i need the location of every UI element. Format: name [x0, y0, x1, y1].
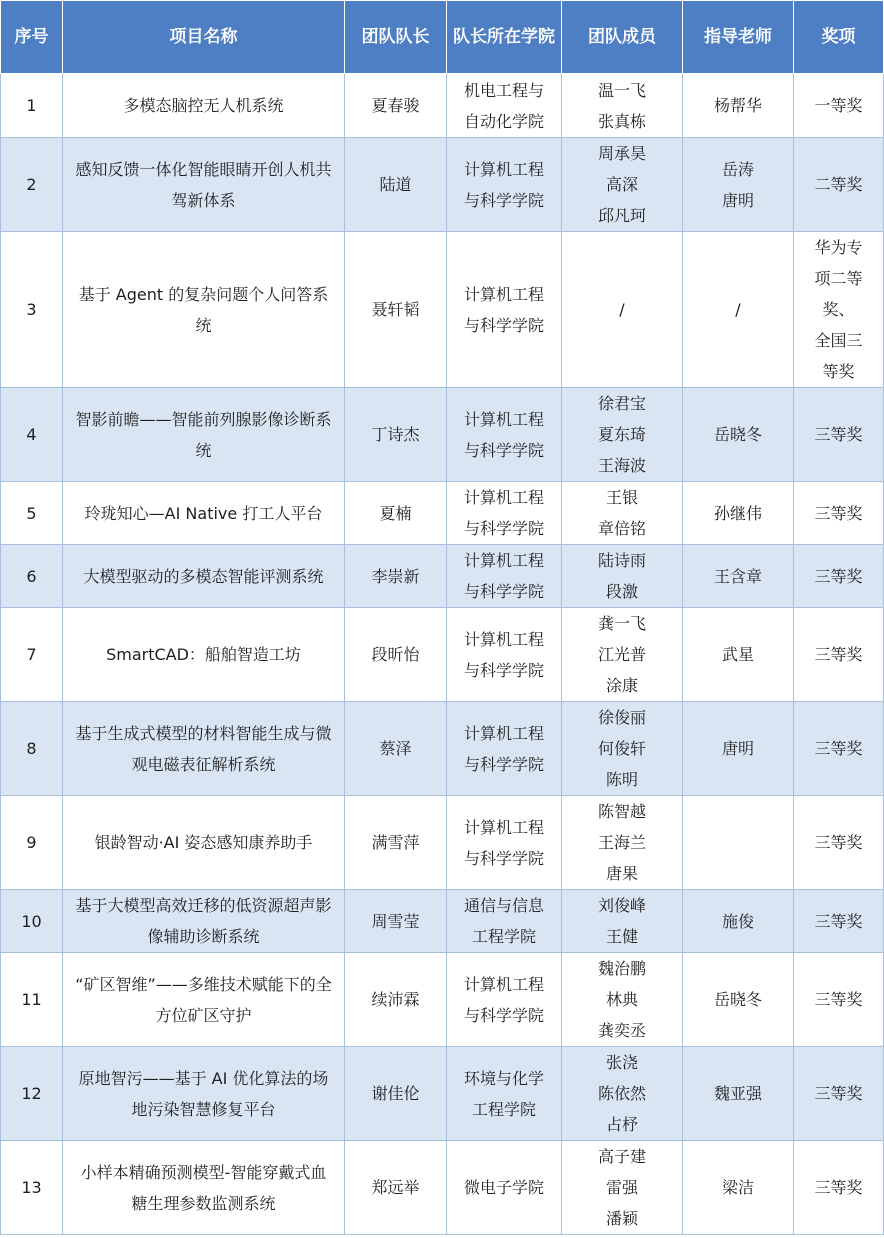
table-row — [1, 890, 884, 953]
team-member: 王健 — [605, 927, 638, 946]
table-row — [1, 1047, 884, 1141]
project-name: 银龄智动·AI 姿态感知康养助手 — [94, 833, 313, 852]
leader-college-cell — [447, 482, 562, 545]
team-member: 陆诗雨 — [597, 551, 646, 570]
project-name-cell — [63, 953, 345, 1047]
team-member: 王银 — [605, 488, 638, 507]
project-name-cell — [63, 74, 345, 138]
award-cell — [794, 608, 884, 702]
leader-college: 计算机工程 — [463, 629, 544, 649]
team-member-cell — [562, 1047, 683, 1141]
award: 三等奖 — [814, 990, 863, 1009]
leader-college-cell — [447, 608, 562, 702]
team-leader: 续沛霖 — [345, 953, 447, 1047]
team-member-cell — [562, 388, 683, 482]
team-member: 陈依然 — [597, 1084, 646, 1103]
team-member: 张浇 — [605, 1053, 638, 1072]
award: 一等奖 — [814, 96, 863, 115]
advisor-cell — [683, 388, 794, 482]
award-cell — [794, 796, 884, 890]
advisor: 岳涛 — [721, 159, 754, 179]
header-team-members: 团队成员 — [562, 1, 683, 74]
project-name-cell — [63, 890, 345, 953]
leader-college: 计算机工程 — [463, 159, 544, 179]
leader-college-cell — [447, 388, 562, 482]
leader-college: 计算机工程 — [463, 488, 544, 507]
award: 三等奖 — [814, 911, 863, 931]
team-member: 龚奕丞 — [597, 1021, 646, 1040]
row-index: 7 — [1, 608, 63, 702]
project-name-cell — [63, 702, 345, 796]
team-member: 张真栋 — [597, 111, 646, 131]
award: 三等奖 — [814, 645, 863, 664]
team-member-cell — [562, 953, 683, 1047]
team-leader: 蔡泽 — [345, 702, 447, 796]
project-name-cell — [63, 388, 345, 482]
leader-college-cell — [447, 545, 562, 608]
leader-college-cell — [447, 232, 562, 388]
team-member: 邱凡珂 — [597, 206, 646, 225]
advisor-cell — [683, 232, 794, 388]
award: 三等奖 — [814, 503, 863, 523]
project-name: 多模态脑控无人机系统 — [123, 96, 284, 115]
leader-college: 与科学学院 — [463, 315, 544, 335]
team-member-cell — [562, 608, 683, 702]
team-member-cell — [562, 74, 683, 138]
table-row — [1, 74, 884, 138]
row-index: 5 — [1, 482, 63, 545]
award: 三等奖 — [814, 425, 863, 444]
leader-college: 机电工程与 — [463, 80, 544, 100]
team-leader: 夏春骏 — [345, 74, 447, 138]
project-name-cell — [63, 138, 345, 232]
team-member: 潘颖 — [605, 1209, 638, 1228]
team-leader: 满雪萍 — [345, 796, 447, 890]
header-project-name: 项目名称 — [63, 1, 345, 74]
team-member: 王海波 — [597, 456, 646, 475]
row-index: 6 — [1, 545, 63, 608]
leader-college: 与科学学院 — [463, 660, 544, 680]
row-index: 4 — [1, 388, 63, 482]
table-row — [1, 138, 884, 232]
row-index: 11 — [1, 953, 63, 1047]
team-member: 段激 — [605, 582, 638, 601]
team-member: 王海兰 — [597, 833, 646, 852]
row-index: 3 — [1, 232, 63, 388]
project-name-cell — [63, 608, 345, 702]
award: 二等奖 — [814, 175, 863, 194]
team-leader: 郑远举 — [345, 1141, 447, 1235]
team-leader: 夏楠 — [345, 482, 447, 545]
leader-college: 与科学学院 — [463, 1005, 544, 1025]
award: 项二等 — [814, 269, 863, 288]
advisor: 岳晓冬 — [713, 425, 762, 444]
table-row — [1, 796, 884, 890]
award-cell — [794, 1047, 884, 1141]
team-member: 徐俊丽 — [597, 708, 646, 727]
award: 三等奖 — [814, 833, 863, 852]
table-body — [1, 74, 884, 1235]
project-name: SmartCAD：船舶智造工坊 — [106, 645, 301, 664]
leader-college: 自动化学院 — [463, 111, 544, 131]
leader-college: 环境与化学 — [463, 1068, 544, 1088]
team-leader: 陆道 — [345, 138, 447, 232]
project-name: 大模型驱动的多模态智能评测系统 — [83, 566, 324, 586]
team-member: 何俊轩 — [597, 739, 646, 758]
award: 奖、 — [822, 300, 855, 319]
advisor: 唐明 — [721, 190, 754, 210]
row-index: 1 — [1, 74, 63, 138]
project-name-cell — [63, 232, 345, 388]
team-leader: 谢佳伦 — [345, 1047, 447, 1141]
advisor-cell — [683, 702, 794, 796]
award: 三等奖 — [814, 1178, 863, 1197]
team-member: 龚一飞 — [597, 614, 646, 633]
team-leader: 周雪莹 — [345, 890, 447, 953]
award-cell — [794, 482, 884, 545]
row-index: 13 — [1, 1141, 63, 1235]
advisor-cell — [683, 1047, 794, 1141]
team-member: 陈明 — [605, 770, 638, 789]
header-index: 序号 — [1, 1, 63, 74]
award: 全国三 — [814, 331, 863, 350]
team-member: 江光普 — [597, 645, 646, 664]
leader-college-cell — [447, 74, 562, 138]
project-name: 智影前瞻——智能前列腺影像诊断系统 — [75, 409, 332, 460]
leader-college: 工程学院 — [471, 927, 536, 946]
team-member-cell — [562, 890, 683, 953]
leader-college: 微电子学院 — [463, 1178, 544, 1197]
team-leader: 李崇新 — [345, 545, 447, 608]
award-cell — [794, 953, 884, 1047]
advisor: 岳晓冬 — [713, 990, 762, 1009]
team-member-cell — [562, 232, 683, 388]
award: 三等奖 — [814, 739, 863, 758]
header-team-leader: 团队队长 — [345, 1, 447, 74]
team-member: 温一飞 — [597, 80, 646, 100]
project-name: 基于 Agent 的复杂问题个人问答系统 — [78, 284, 329, 335]
award: 等奖 — [822, 362, 855, 381]
leader-college: 工程学院 — [471, 1099, 536, 1119]
team-member-cell — [562, 796, 683, 890]
row-index: 9 — [1, 796, 63, 890]
award: 三等奖 — [814, 1084, 863, 1103]
project-name: 基于生成式模型的材料智能生成与微观电磁表征解析系统 — [75, 723, 332, 774]
leader-college: 通信与信息 — [463, 896, 544, 915]
advisor-cell — [683, 138, 794, 232]
leader-college: 计算机工程 — [463, 409, 544, 429]
leader-college: 计算机工程 — [463, 974, 544, 994]
table-row — [1, 953, 884, 1047]
advisor: 杨帮华 — [713, 96, 762, 115]
table-row — [1, 388, 884, 482]
award-cell — [794, 138, 884, 232]
header-award: 奖项 — [794, 1, 884, 74]
advisor-cell — [683, 482, 794, 545]
row-index: 12 — [1, 1047, 63, 1141]
advisor: 施俊 — [721, 911, 754, 931]
award-cell — [794, 702, 884, 796]
leader-college: 计算机工程 — [463, 817, 544, 837]
team-member: 涂康 — [605, 676, 638, 695]
team-member-cell — [562, 1141, 683, 1235]
award-cell — [794, 74, 884, 138]
team-member: 高深 — [605, 175, 638, 194]
header-row — [1, 1, 884, 74]
award: 华为专 — [814, 238, 863, 257]
leader-college-cell — [447, 1141, 562, 1235]
team-member: 林典 — [605, 990, 638, 1009]
leader-college-cell — [447, 953, 562, 1047]
project-name-cell — [63, 1047, 345, 1141]
team-member: / — [619, 300, 625, 319]
project-name-cell — [63, 545, 345, 608]
leader-college: 计算机工程 — [463, 551, 544, 570]
leader-college: 计算机工程 — [463, 284, 544, 304]
advisor: 武星 — [721, 645, 754, 664]
project-name: 感知反馈一体化智能眼睛开创人机共驾新体系 — [75, 159, 332, 210]
leader-college: 与科学学院 — [463, 848, 544, 868]
table-row — [1, 1141, 884, 1235]
team-member-cell — [562, 545, 683, 608]
table-row — [1, 545, 884, 608]
leader-college: 与科学学院 — [463, 440, 544, 460]
advisor-cell — [683, 1141, 794, 1235]
advisor: 王含章 — [713, 566, 762, 586]
advisor-cell — [683, 545, 794, 608]
team-member-cell — [562, 482, 683, 545]
project-name: 基于大模型高效迁移的低资源超声影像辅助诊断系统 — [75, 896, 332, 946]
project-name: 小样本精确预测模型-智能穿戴式血糖生理参数监测系统 — [80, 1162, 327, 1213]
team-member: 陈智越 — [597, 802, 646, 821]
team-leader: 丁诗杰 — [345, 388, 447, 482]
project-name-cell — [63, 1141, 345, 1235]
team-member: 徐君宝 — [597, 394, 646, 413]
team-member: 魏治鹏 — [597, 959, 646, 978]
team-member: 唐果 — [605, 864, 638, 883]
advisor-cell — [683, 608, 794, 702]
advisor-cell — [683, 890, 794, 953]
team-leader: 段昕怡 — [345, 608, 447, 702]
row-index: 8 — [1, 702, 63, 796]
advisor: 梁洁 — [721, 1178, 754, 1197]
leader-college-cell — [447, 796, 562, 890]
header-advisor: 指导老师 — [683, 1, 794, 74]
leader-college-cell — [447, 138, 562, 232]
leader-college-cell — [447, 1047, 562, 1141]
project-name: 原地智污——基于 AI 优化算法的场地污染智慧修复平台 — [78, 1068, 329, 1119]
table-row — [1, 608, 884, 702]
project-name-cell — [63, 796, 345, 890]
award-cell — [794, 232, 884, 388]
row-index: 10 — [1, 890, 63, 953]
leader-college: 与科学学院 — [463, 190, 544, 210]
team-member: 高子建 — [597, 1147, 646, 1166]
award-cell — [794, 388, 884, 482]
leader-college-cell — [447, 890, 562, 953]
award: 三等奖 — [814, 566, 863, 586]
team-member: 夏东琦 — [597, 425, 646, 444]
award-cell — [794, 890, 884, 953]
row-index: 2 — [1, 138, 63, 232]
advisor: 魏亚强 — [713, 1084, 762, 1103]
team-member: 占杼 — [605, 1115, 638, 1134]
advisor-cell — [683, 953, 794, 1047]
project-name: 玲珑知心—AI Native 打工人平台 — [84, 503, 323, 523]
team-member-cell — [562, 138, 683, 232]
leader-college: 与科学学院 — [463, 754, 544, 774]
header-leader-college: 队长所在学院 — [447, 1, 562, 74]
advisor-cell — [683, 74, 794, 138]
team-member: 雷强 — [605, 1178, 638, 1197]
leader-college: 计算机工程 — [463, 723, 544, 743]
table-row — [1, 232, 884, 388]
leader-college: 与科学学院 — [463, 582, 544, 601]
advisor: / — [735, 300, 741, 319]
team-member-cell — [562, 702, 683, 796]
table-row — [1, 702, 884, 796]
leader-college: 与科学学院 — [463, 519, 544, 538]
advisor: 孙继伟 — [713, 503, 762, 523]
team-member: 章倍铭 — [597, 519, 646, 538]
advisor-cell — [683, 796, 794, 890]
award-cell — [794, 545, 884, 608]
award-cell — [794, 1141, 884, 1235]
table-row — [1, 482, 884, 545]
advisor: 唐明 — [721, 739, 754, 758]
leader-college-cell — [447, 702, 562, 796]
project-name: “矿区智维”——多维技术赋能下的全方位矿区守护 — [75, 974, 332, 1025]
team-member: 刘俊峰 — [597, 896, 646, 915]
project-name-cell — [63, 482, 345, 545]
team-leader: 聂轩韬 — [345, 232, 447, 388]
team-member: 周承昊 — [597, 144, 646, 163]
